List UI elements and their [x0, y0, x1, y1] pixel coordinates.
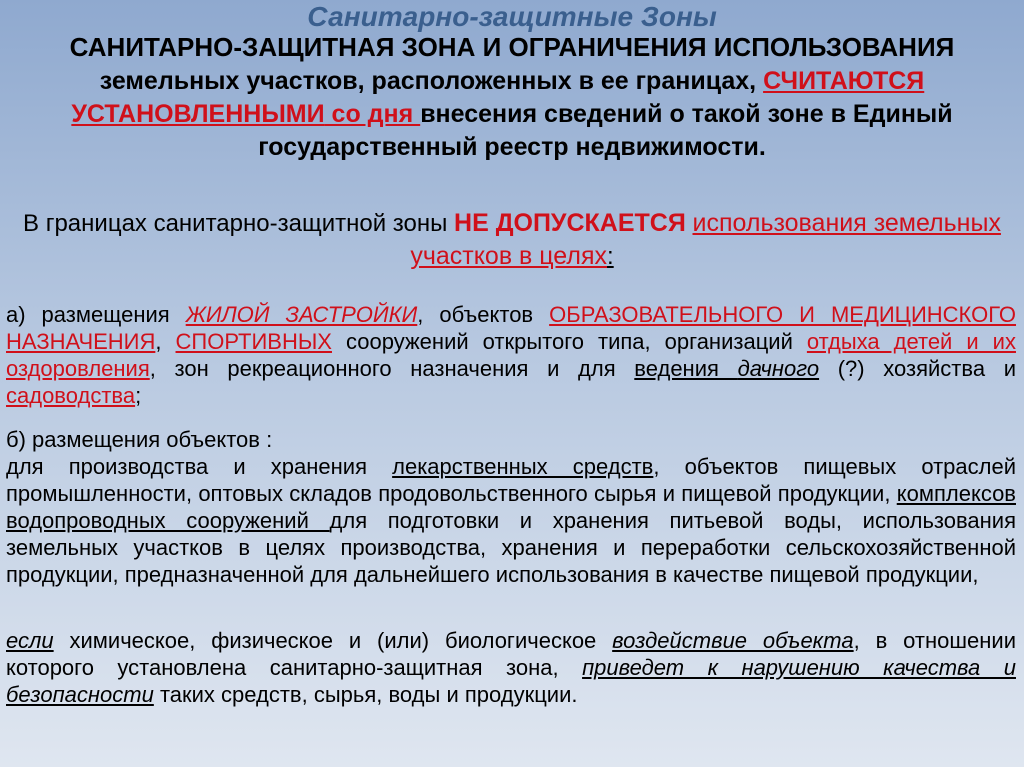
underline-medicines: лекарственных средств	[392, 454, 654, 479]
text: ;	[135, 383, 142, 408]
paragraph-b-title: б) размещения объектов :	[6, 427, 273, 452]
italic-if: если	[6, 628, 54, 653]
italic-dacha: дачного	[737, 356, 820, 381]
text: сооружений открытого типа, организаций	[331, 329, 807, 354]
underline-keeping: ведения	[634, 356, 738, 381]
headline-red-from-day: со дня	[324, 100, 421, 128]
intro-colon: :	[607, 243, 614, 270]
text: для подготовки и хранения питьевой воды, использования земельных участков в целях производства, хранения и переработки сельскохозяйственной продукции, предназначенной для дальнейшего использования в качестве пищевой продукции,	[6, 508, 1017, 587]
text: , объектов	[417, 302, 550, 327]
headline-red-established: СЧИТАЮТСЯ УСТАНОВЛЕННЫМИ	[71, 67, 925, 128]
red-educational-medical: ОБРАЗОВАТЕЛЬНОГО И МЕДИЦИНСКОГО НАЗНАЧЕНИЯ	[6, 302, 1017, 354]
text: для производства и хранения	[6, 454, 393, 479]
red-children-rest: отдыха детей и их оздоровления	[6, 329, 1016, 381]
italic-impact: воздействие объекта	[612, 628, 854, 653]
text: , в отношении которого установлена санитарно-защитная зона,	[6, 628, 1016, 680]
text: таких средств, сырья, воды и продукции.	[153, 682, 578, 707]
text: , зон рекреационного назначения и для	[149, 356, 635, 381]
text: химическое, физическое и (или) биологическое	[53, 628, 613, 653]
intro-space	[686, 210, 693, 237]
headline	[0, 31, 1024, 164]
headline-caps: САНИТАРНО-ЗАЩИТНАЯ ЗОНА И ОГРАНИЧЕНИЯ ИСПОЛЬЗОВАНИЯ	[69, 32, 955, 62]
underline-water-complexes: комплексов водопроводных сооружений	[6, 481, 1016, 533]
intro-not-allowed: НЕ ДОПУСКАЕТСЯ	[454, 209, 686, 237]
intro-part1: В границах санитарно-защитной зоны	[23, 210, 455, 237]
intro-paragraph	[0, 207, 1024, 273]
headline-part1: земельных участков, расположенных в ее границах,	[99, 67, 764, 95]
text: ,	[155, 329, 176, 354]
headline-part2: внесения сведений о такой зоне в Единый государственный реестр недвижимости.	[258, 100, 953, 161]
red-residential: ЖИЛОЙ ЗАСТРОЙКИ	[185, 302, 418, 327]
text: а) размещения	[6, 302, 186, 327]
slide-title: Санитарно-защитные Зоны	[307, 1, 717, 32]
text: (?) хозяйства и	[819, 356, 1016, 381]
paragraph-b	[6, 453, 1016, 588]
italic-violation: приведет к нарушению качества и безопасности	[6, 655, 1016, 707]
paragraph-a	[6, 301, 1016, 409]
red-gardening: садоводства	[6, 383, 136, 408]
text: , объектов пищевых отраслей промышленности, оптовых складов продовольственного сырья и пищевой продукции,	[6, 454, 1017, 506]
paragraph-c	[6, 627, 1016, 708]
red-sports: СПОРТИВНЫХ	[175, 329, 332, 354]
intro-land-use: использования земельных участков в целях	[410, 209, 1001, 270]
